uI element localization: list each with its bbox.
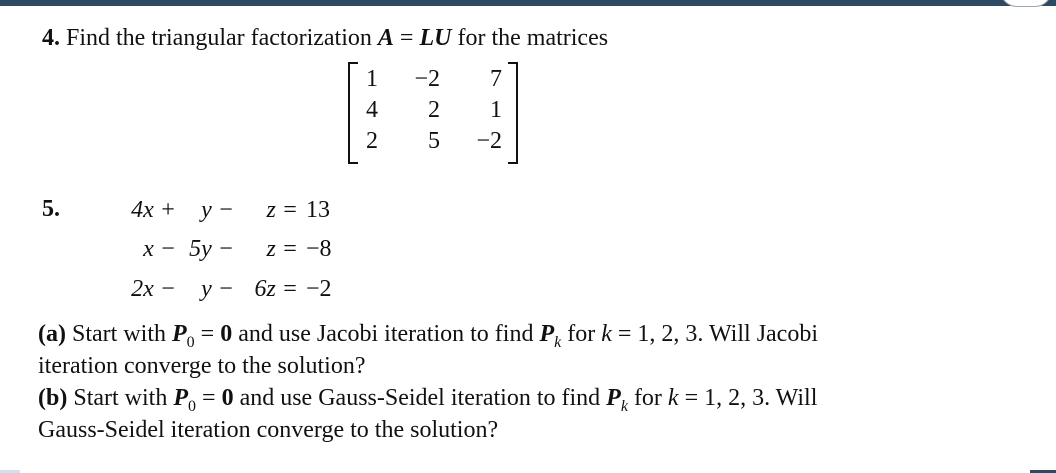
part-b-line1 (38, 384, 817, 415)
problem4-number: 4. (42, 25, 60, 51)
variable-k: k (601, 321, 612, 347)
zero-vector: 0 (220, 321, 233, 347)
matrix-cell: 5 (428, 128, 440, 154)
equals-sign: = (399, 25, 414, 51)
problem4-statement (42, 24, 608, 52)
vector-P: P (171, 321, 187, 347)
matrix-right-bracket (508, 62, 518, 164)
problem4-text-after: for the matrices (457, 25, 609, 51)
eq1-term-y: y − (201, 197, 234, 223)
matrix-cell: −2 (414, 66, 440, 92)
part-a-text3: for (567, 321, 596, 347)
eq1-term-x: 4x + (131, 197, 176, 223)
problem5-number: 5. (42, 196, 60, 222)
matrix-cell: 1 (490, 97, 502, 123)
eq2-term-x: x − (143, 236, 176, 262)
matrix-cell: 2 (428, 97, 440, 123)
matrix-cell: 1 (366, 66, 378, 92)
variable-k: k (667, 385, 679, 411)
part-a-line1 (38, 320, 818, 351)
matrix-A: A (377, 25, 394, 51)
subscript-0: 0 (188, 398, 197, 415)
vector-P: P (173, 385, 189, 411)
matrix (348, 62, 518, 160)
subscript-0: 0 (186, 334, 195, 351)
matrix-cell: 4 (366, 97, 378, 123)
eq3-term-y: y − (201, 276, 234, 302)
problem4-text-before: Find the triangular factorization (66, 25, 372, 51)
part-a-label: (a) (38, 321, 66, 347)
subscript-k: k (620, 398, 628, 415)
part-b-line2: Gauss-Seidel iteration converge to the solution? (38, 417, 499, 443)
vector-P: P (606, 385, 621, 411)
part-b-text1: Start with (73, 385, 168, 411)
part-a-text2: and use Jacobi iteration to find (238, 321, 534, 347)
part-a-text4: = 1, 2, 3. Will Jacobi (617, 321, 818, 347)
subscript-k: k (554, 334, 562, 351)
matrix-cell: 7 (490, 66, 502, 92)
matrix-cell: −2 (476, 128, 502, 154)
eq3-rhs: −2 (306, 276, 332, 302)
vector-P: P (539, 321, 555, 347)
eq2-term-y: 5y − (189, 236, 234, 262)
part-a-line2: iteration converge to the solution? (38, 353, 366, 379)
eq1-rhs: 13 (306, 197, 330, 223)
part-b-text2: and use Gauss-Seidel iteration to find (239, 385, 601, 411)
eq1-term-z: z = (266, 197, 298, 223)
zero-vector: 0 (221, 385, 234, 411)
equals-sign: = (202, 385, 216, 411)
equals-sign: = (200, 321, 215, 347)
eq3-term-x: 2x − (131, 276, 176, 302)
part-a-text1: Start with (71, 321, 166, 347)
eq2-rhs: −8 (306, 236, 332, 262)
part-b-text3: for (633, 385, 662, 411)
matrix-cell: 2 (366, 128, 378, 154)
eq2-term-z: z = (266, 236, 298, 262)
eq3-term-z: 6z = (254, 276, 298, 302)
part-b-label: (b) (38, 385, 68, 411)
matrix-LU: LU (419, 25, 452, 51)
top-border (0, 0, 1056, 6)
part-b-text4: = 1, 2, 3. Will (684, 385, 818, 411)
